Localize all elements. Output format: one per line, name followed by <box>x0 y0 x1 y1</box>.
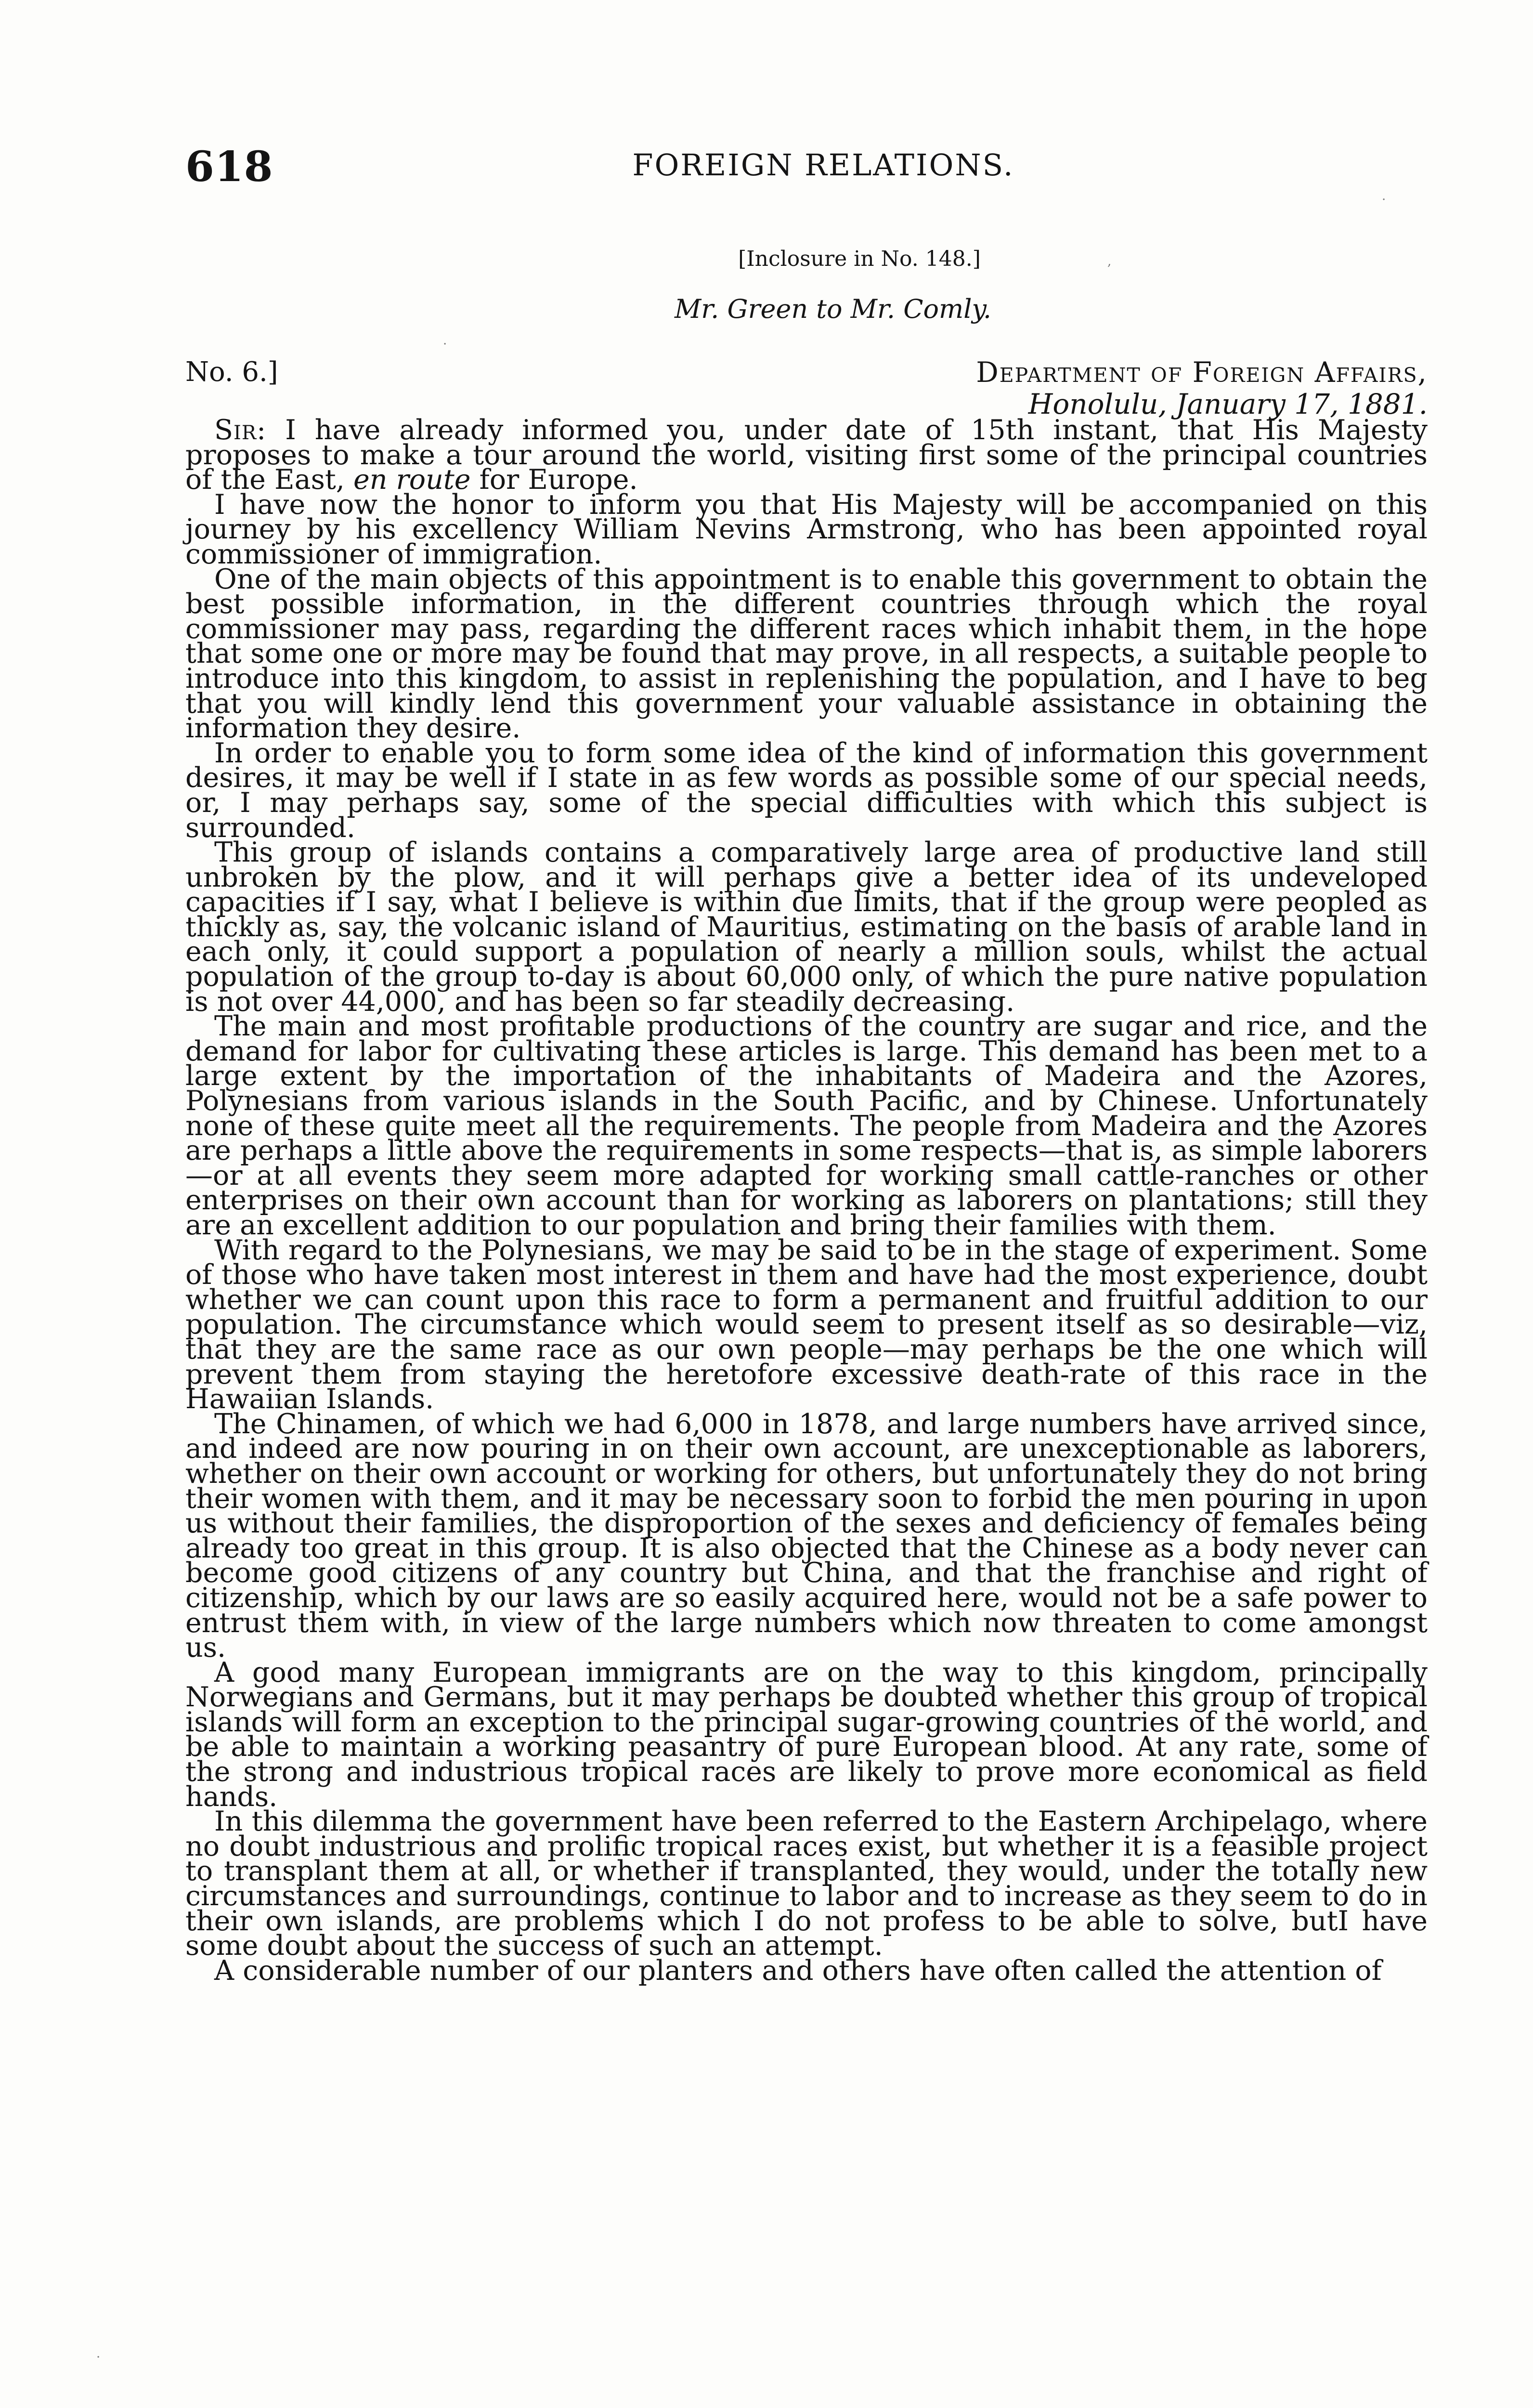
letter-number: No. 6.] <box>185 356 278 388</box>
paragraph-10: In this dilemma the government have been referred to the Eastern Archipelago, where no doubt industrious and prolific tropical races exist, but whether it is a feasible project to transplant them at all, or whether if transplanted, they would, under the totally new circumstances and surroundings, continue to labor and to increase as they seem to do in their own islands, are problems which I do not profess to be able to solve, butI have some doubt about the success of such an attempt. <box>185 1806 1428 1962</box>
paragraph-4: In order to enable you to form some idea of the kind of information this government desires, it may be well if I state in as few words as possible some of our special needs, or, I may perhaps say, some of the special difficulties with which this subject is surrounded. <box>185 737 1428 844</box>
page-number: 618 <box>185 143 273 191</box>
department-name: Department of Foreign Affairs, <box>976 356 1428 389</box>
letter-body <box>185 414 1428 1987</box>
scan-speck: , <box>1107 254 1112 269</box>
dateline <box>976 356 1428 420</box>
scan-speck: · <box>1382 193 1386 207</box>
inclosure-note: [Inclosure in No. 148.] <box>738 247 981 271</box>
paragraph-2: I have now the honor to inform you that His Majesty will be accompanied on this journey by his excellency William Nevins Armstrong, who has been appointed royal commissioner of immigration. <box>185 488 1428 570</box>
letter-title: Mr. Green to Mr. Comly. <box>675 294 991 324</box>
paragraph-7: With regard to the Polynesians, we may be said to be in the stage of experiment. Some of those who have taken most interest in them and have had the most experience, doubt whether we can count upon this race to form a permanent and fruitful addition to our population. The circumstance which would seem to present itself as so desirable—viz, that they are the same race as our own people—may perhaps be the one which will prevent them from staying the heretofore excessive death-rate of this race in the Hawaiian Islands. <box>185 1234 1428 1415</box>
paragraph-5: This group of islands contains a comparatively large area of productive land still unbroken by the plow, and it will perhaps give a better idea of its undeveloped capacities if I say, what I believe is within due limits, that if the group were peopled as thickly as, say, the volcanic island of Mauritius, estimating on the basis of arable land in each only, it could support a population of nearly a million souls, whilst the actual population of the group to-day is about 60,000 only, of which the pure native population is not over 44,000, and has been so far steadily decreasing. <box>185 837 1428 1018</box>
place-date: Honolulu, January 17, 1881. <box>1028 388 1428 420</box>
scan-speck: · <box>443 337 447 352</box>
paragraph-3: One of the main objects of this appointment is to enable this government to obtain the best possible information, in the different countries through which the royal commissioner may pass, regarding the different races which inhabit them, in the hope that some one or more may be found that may prove, in all respects, a suitable people to introduce into this kingdom, to assist in replenishing the population, and I have to beg that you will kindly lend this government your valuable assistance in obtaining the information they desire. <box>185 563 1428 745</box>
page-header <box>185 143 1428 200</box>
paragraph-1 <box>185 414 1428 496</box>
paragraph-6: The main and most profitable productions of the country are sugar and rice, and the demand for labor for cultivating these articles is large. This demand has been met to a large extent by the importation of the inhabitants of Madeira and the Azores, Polynesians from various islands in the South Pacific, and by Chinese. Unfortunately none of these quite meet all the requirements. The people from Madeira and the Azores are perhaps a little above the requirements in some respects—that is, as simple laborers—or at all events they seem more adapted for working small cattle-ranches or other enterprises on their own account than for working as laborers on plantations; still they are an excellent addition to our population and bring their families with them. <box>185 1010 1428 1241</box>
paragraph-8: The Chinamen, of which we had 6,000 in 1878, and large numbers have arrived since, and indeed are now pouring in on their own account, are unexceptionable as laborers, whether on their own account or working for others, but unfortunately they do not bring their women with them, and it may be necessary soon to forbid the men pouring in upon us without their families, the disproportion of the sexes and deficiency of females being already too great in this group. It is also objected that the Chinese as a body never can become good citizens of any country but China, and that the franchise and right of citizenship, which by our laws are so easily acquired here, would not be a safe power to entrust them with, in view of the large numbers which now threaten to come amongst us. <box>185 1408 1428 1664</box>
running-head: FOREIGN RELATIONS. <box>632 147 1014 183</box>
paragraph-9: A good many European immigrants are on the way to this kingdom, principally Norwegians and Germans, but it may perhaps be doubted whether this group of tropical islands will form an exception to the principal sugar-growing countries of the world, and be able to maintain a working peasantry of pure European blood. At any rate, some of the strong and industrious tropical races are likely to prove more economical as field hands. <box>185 1656 1428 1813</box>
paragraph-11: A considerable number of our planters and others have often called the attention of <box>214 1954 1382 1987</box>
scan-speck: · <box>96 2350 101 2365</box>
salutation: Sir: <box>214 414 267 446</box>
paragraph-1-text: I have already informed you, under date of 15th instant, that His Majesty proposes to make a tour around the world, visiting first some of the principal countries of the East, en route for Europe. <box>185 414 1428 496</box>
en-route-italic: en route <box>353 464 471 496</box>
